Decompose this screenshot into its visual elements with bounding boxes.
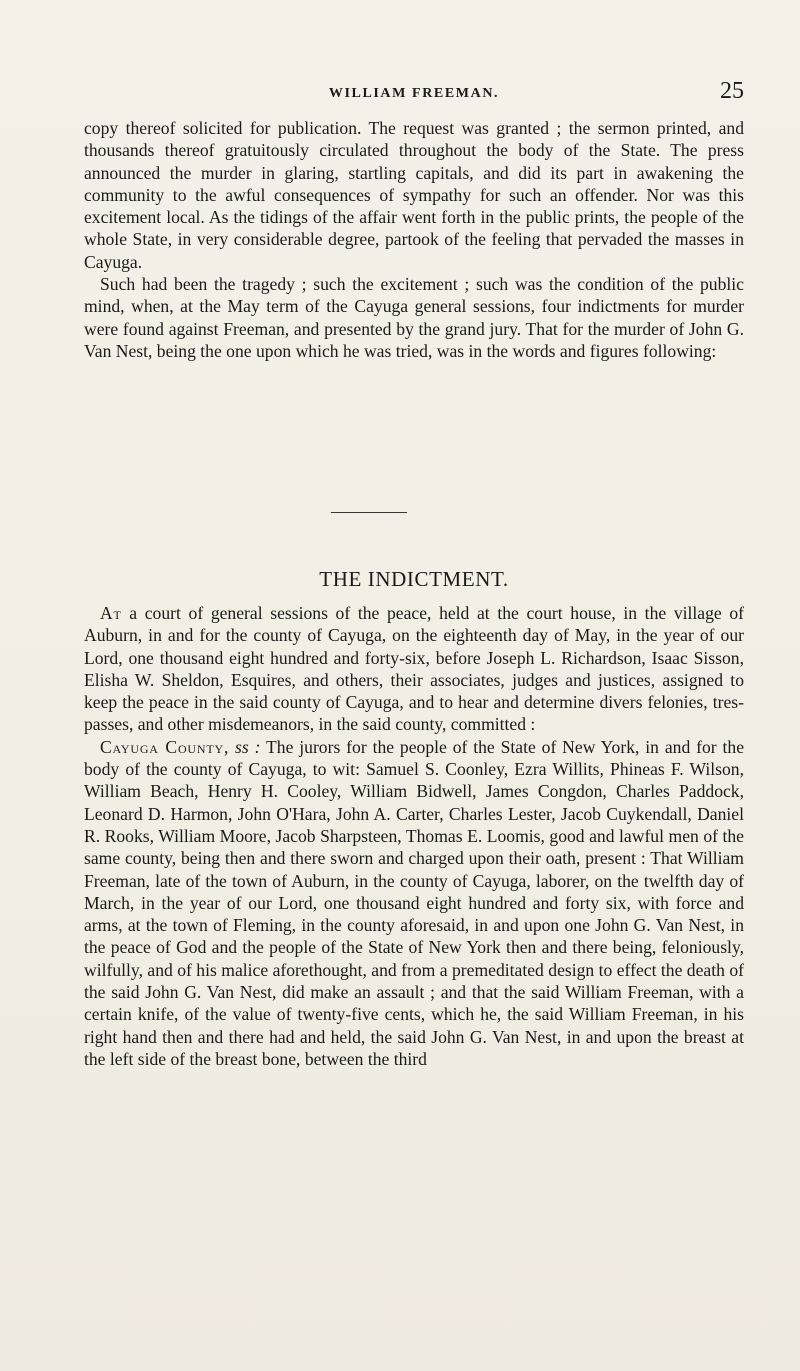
paragraph-publication: copy thereof solicited for publication. The request was granted ; the sermon printed, and thousands thereof gratuitously circulated throughout the body of the State. The press announced the murder in glaring, startling capitals, and did its part in awakening the community to the awful consequences of sympathy for such an offender. Nor was this excitement local. As the tidings of the affair went forth in the public prints, the people of the whole State, in very considerable degree, partook of the feeling that pervaded the masses in Cayuga. bbox=[84, 118, 744, 272]
court-opening-text: a court of general sessions of the peace, held at the court house, in the village of Auburn, in and for the county of Cayuga, on the eighteenth day of May, in the year of our Lord, one thousand eight hundred and forty-six, before Joseph L. Richardson, Isaac Sisson, Elisha W. Sheldon, Esquires, and others, their associates, judges and justices, assigned to keep the peace in the said county of Cayuga, and to hear and determine divers felonies, tres-passes, and other misdemeanors, in the said county, committed : bbox=[84, 603, 744, 735]
paragraph-indictments-found: Such had been the tragedy ; such the excitement ; such was the condition of the public mind, when, at the May term of the Cayuga general sessions, four indictments for murder were found against Freeman, and presented by the grand jury. That for the murder of John G. Van Nest, being the one upon which he was tried, was in the words and figures following: bbox=[84, 274, 744, 361]
running-head bbox=[84, 78, 744, 112]
indictment-text bbox=[84, 602, 744, 1070]
section-divider-rule bbox=[331, 512, 407, 513]
section-heading: THE INDICTMENT. bbox=[319, 567, 509, 591]
venue-ss: ss : bbox=[229, 736, 261, 757]
paragraph-jurors-present bbox=[84, 736, 744, 1070]
page-number: 25 bbox=[720, 78, 744, 104]
jurors-text: The jurors for the people of the State of New York, in and for the body of the county of Cayuga, to wit: Samuel S. Coonley, Ezra Willits, Phineas F. Wilson, William Beach, Henry H. Cooley, William Bidwell, James Congdon, Charles Paddock, Leonard D. Harmon, John O'Hara, John A. Carter, Charles Lester, Jacob Cuykendall, Daniel R. Rooks, William Moore, Jacob Sharpsteen, Thomas E. Loomis, good and lawful men of the same county, being then and there sworn and charged upon their oath, present : That William Freeman, late of the town of Auburn, in the county of Cayuga, laborer, on the twelfth day of March, in the year of our Lord, one thousand eight hundred and forty six, with force and arms, at the town of Fleming, in the county aforesaid, in and upon one John G. Van Nest, in the peace of God and the people of the State of New York then and there being, feloniously, wilfully, and of his malice aforethought, and from a premeditated design to effect the death of the said John G. Van Nest, did make an assault ; and that the said William Freeman, with a certain knife, of the value of twenty-five cents, which he, the said William Freeman, in his right hand then and there had and held, the said John G. Van Nest, in and upon the breast at the left side of the breast bone, between the third bbox=[84, 736, 744, 1069]
running-head-title: WILLIAM FREEMAN. bbox=[328, 86, 500, 101]
venue-county: Cayuga County, bbox=[100, 736, 230, 757]
body-text-top bbox=[84, 117, 744, 362]
opening-word: At bbox=[100, 603, 122, 623]
paragraph-court-opening bbox=[84, 602, 744, 736]
